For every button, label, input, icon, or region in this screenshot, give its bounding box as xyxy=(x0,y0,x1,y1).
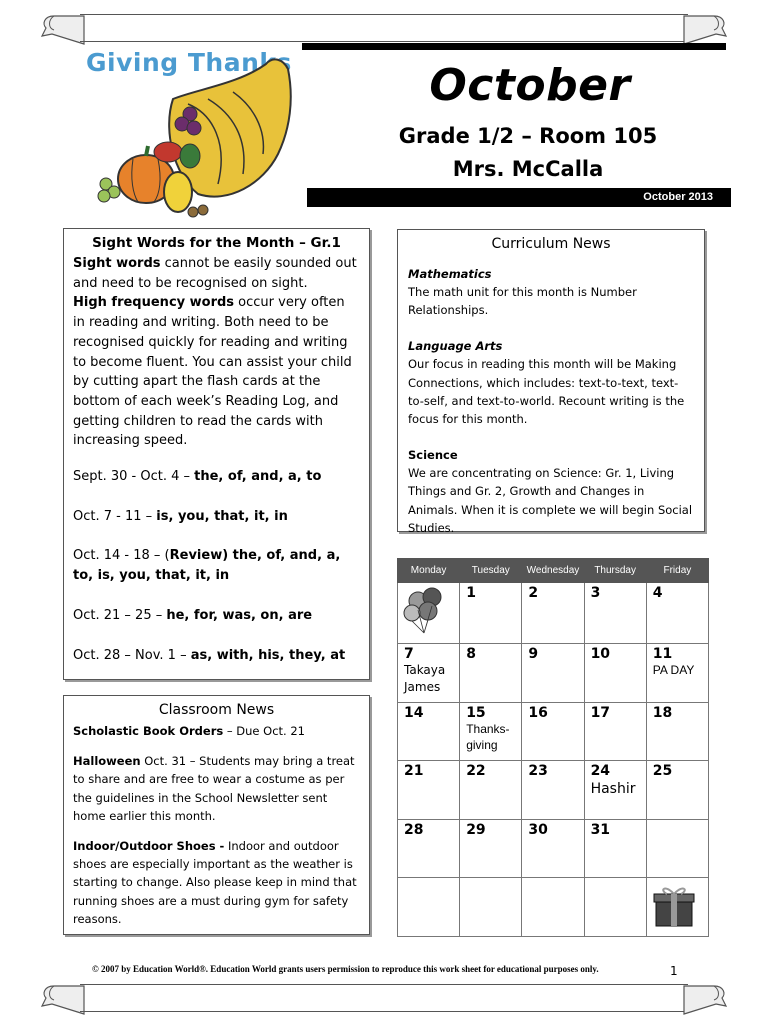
header-top-rule xyxy=(302,43,726,50)
teacher-name: Mrs. McCalla xyxy=(452,157,604,181)
calendar-day-cell xyxy=(522,583,584,644)
halloween-item: Halloween Oct. 31 – Students may bring a treat to share and are free to wear a costume as per the guidelines in the School Newsletter sent home earlier this month. xyxy=(73,754,355,823)
calendar-week-row xyxy=(398,702,709,761)
calendar-date-number: 31 xyxy=(590,821,611,838)
calendar-date-number: 9 xyxy=(528,646,539,662)
language-arts-text: Our focus in reading this month will be Making Connections, which includes: text-to-text, text-to-self, and text-to-world. Recount writing is the focus for this month. xyxy=(408,357,685,427)
copyright-footer: © 2007 by Education World®. Education World grants users permission to reproduce this work sheet for educational purposes only. xyxy=(92,964,599,974)
sight-words-term: Sight words xyxy=(73,256,161,271)
calendar-date-number: 22 xyxy=(466,763,486,780)
calendar-date-number: 10 xyxy=(590,646,611,662)
calendar-date-number: 16 xyxy=(528,704,548,721)
calendar-day-cell xyxy=(398,761,460,820)
calendar-day-cell xyxy=(398,819,460,878)
newsletter-month-title: October xyxy=(429,60,631,111)
calendar-day-cell xyxy=(584,583,646,644)
sight-words-intro xyxy=(73,254,360,451)
giving-thanks-logo xyxy=(78,44,303,224)
calendar-event-note: Takaya James xyxy=(404,663,446,694)
calendar-event-note: Hashir xyxy=(590,781,636,798)
calendar-date-number: 17 xyxy=(590,704,611,721)
calendar-week-row xyxy=(398,644,709,703)
issue-date-bar: October 2013 xyxy=(307,188,731,207)
calendar-date-number: 7 xyxy=(404,646,414,662)
calendar-event-note: PA DAY xyxy=(652,663,695,677)
calendar-date-number: 14 xyxy=(404,704,424,721)
calendar-day-cell xyxy=(460,819,522,878)
calendar-day-cell xyxy=(646,878,708,937)
calendar-day-cell xyxy=(398,702,460,761)
sight-words-definition: cannot be easily sounded out and need to be recognised on sight. xyxy=(73,256,357,291)
week-3: Oct. 14 - 18 – (Review) the, of, and, a, to, is, you, that, it, in xyxy=(73,548,341,584)
calendar-date-number: 2 xyxy=(528,585,539,601)
curriculum-news-box xyxy=(397,229,705,535)
high-frequency-term: High frequency words xyxy=(73,295,235,311)
calendar-date-number: 18 xyxy=(652,704,673,721)
sight-words-box xyxy=(63,228,370,680)
calendar-day-cell xyxy=(522,644,584,703)
curriculum-news-title: Curriculum News xyxy=(491,236,611,252)
calendar-week-row xyxy=(398,761,709,820)
page-number: 1 xyxy=(670,964,678,978)
sight-words-title: Sight Words for the Month – Gr.1 xyxy=(92,235,341,251)
calendar-date-number: 1 xyxy=(466,585,476,601)
calendar-day-cell xyxy=(584,819,646,878)
calendar-day-cell xyxy=(646,702,708,761)
calendar-date-number: 15 xyxy=(466,704,486,721)
calendar-date-number: 25 xyxy=(652,763,673,780)
week-2: Oct. 7 - 11 – is, you, that, it, in xyxy=(73,508,288,524)
science-text: We are concentrating on Science: Gr. 1, Living Things and Gr. 2, Growth and Changes in Animals. When it is complete we will begin Social Studies. xyxy=(408,466,693,535)
calendar-day-cell xyxy=(584,878,646,937)
book-orders-item: Scholastic Book Orders – Due Oct. 21 xyxy=(73,724,305,738)
calendar-date-number: 29 xyxy=(466,821,486,838)
language-arts-heading: Language Arts xyxy=(408,339,503,354)
calendar-date-number: 28 xyxy=(404,821,424,838)
calendar-day-cell xyxy=(460,583,522,644)
science-heading: Science xyxy=(408,448,458,463)
october-calendar xyxy=(397,558,709,937)
calendar-day-cell xyxy=(522,878,584,937)
week-1: Sept. 30 - Oct. 4 – the, of, and, a, to xyxy=(73,469,322,485)
math-heading: Mathematics xyxy=(408,267,492,281)
balloons-icon xyxy=(400,585,452,637)
calendar-date-number: 23 xyxy=(528,763,548,780)
calendar-day-cell xyxy=(398,644,460,703)
calendar-date-number: 11 xyxy=(652,646,673,662)
cornucopia-icon xyxy=(78,44,303,224)
calendar-day-cell xyxy=(522,761,584,820)
high-frequency-definition: occur very often in reading and writing. Both need to be recognised quickly for reading and writing to become fluent. You can assist your child by cutting apart the flash cards at the bottom of each week’s Reading Log, and getting children to read the cards with increasing speed. xyxy=(73,295,352,449)
calendar-date-number: 21 xyxy=(404,763,424,780)
classroom-news-title: Classroom News xyxy=(158,702,275,718)
calendar-day-header: Wednesday xyxy=(522,559,584,583)
calendar-day-header: Tuesday xyxy=(460,559,522,583)
calendar-day-cell xyxy=(646,819,708,878)
calendar-day-cell xyxy=(398,878,460,937)
calendar-day-header: Monday xyxy=(398,559,460,583)
calendar-day-cell xyxy=(460,878,522,937)
calendar-date-number: 30 xyxy=(528,821,548,838)
calendar-day-cell xyxy=(646,761,708,820)
shoes-item: Indoor/Outdoor Shoes - Indoor and outdoor shoes are especially important as the weather is starting to change. Also please keep in mind that running shoes are a must during gym for safety reasons. xyxy=(73,839,357,926)
gift-icon xyxy=(653,884,695,928)
calendar-date-number: 24 xyxy=(590,763,611,780)
calendar-day-header: Thursday xyxy=(584,559,646,583)
calendar-week-row xyxy=(398,819,709,878)
calendar-day-cell xyxy=(398,583,460,644)
calendar-day-cell xyxy=(646,644,708,703)
calendar-day-header: Friday xyxy=(646,559,708,583)
bottom-scroll-banner xyxy=(40,984,728,1018)
calendar-week-row xyxy=(398,878,709,937)
calendar-day-cell xyxy=(584,702,646,761)
calendar-date-number: 3 xyxy=(590,585,601,601)
calendar-week-row xyxy=(398,583,709,644)
week-5: Oct. 28 – Nov. 1 – as, with, his, they, at xyxy=(73,647,346,663)
calendar-day-cell xyxy=(460,644,522,703)
calendar-day-cell xyxy=(584,644,646,703)
calendar-event-note: Thanks-giving xyxy=(466,721,510,752)
calendar-day-cell xyxy=(646,583,708,644)
math-text: The math unit for this month is Number Relationships. xyxy=(408,285,637,318)
classroom-news-box xyxy=(63,695,370,935)
calendar-date-number: 4 xyxy=(652,585,663,601)
week-4: Oct. 21 – 25 – he, for, was, on, are xyxy=(73,607,313,623)
calendar-day-cell xyxy=(460,702,522,761)
logo-title: Giving Thanks xyxy=(86,48,292,77)
calendar-day-cell xyxy=(522,702,584,761)
scroll-end-right-icon xyxy=(682,984,728,1018)
calendar-date-number: 8 xyxy=(466,646,476,662)
calendar-day-cell xyxy=(522,819,584,878)
calendar-day-cell xyxy=(584,761,646,820)
calendar-day-cell xyxy=(460,761,522,820)
grade-room: Grade 1/2 – Room 105 xyxy=(398,124,658,148)
